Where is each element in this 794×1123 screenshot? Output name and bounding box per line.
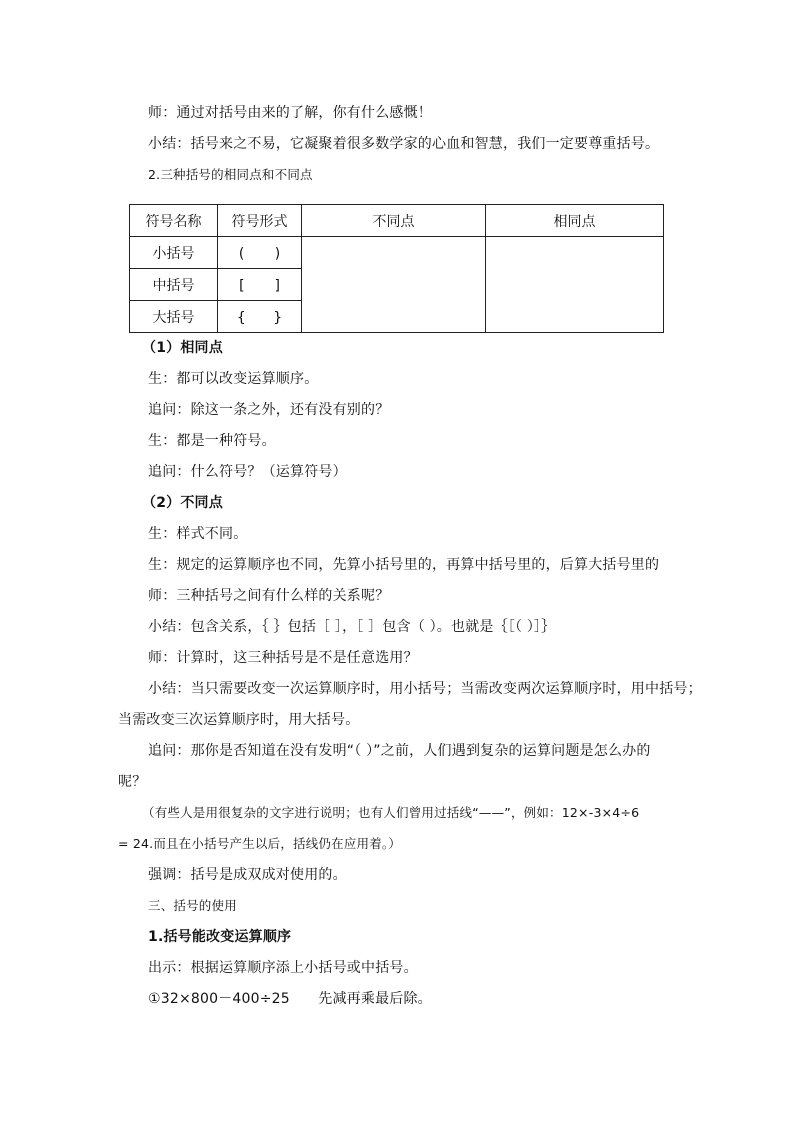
row-form: ( )	[218, 237, 302, 269]
paragraph-student-answer-4: 生：规定的运算顺序也不同，先算小括号里的，再算中括号里的，后算大括号里的	[148, 557, 660, 573]
table-header-row	[130, 205, 664, 237]
row-form: [ ]	[218, 269, 302, 301]
table-row	[130, 237, 664, 269]
header-symbol-form: 符号形式	[218, 205, 302, 237]
paragraph-summary-inclusion: 小结：包含关系，｛ ｝包括［ ］，［ ］包含（ ）。也就是｛［（ ）］｝	[148, 619, 556, 635]
similarities-cell	[486, 237, 664, 333]
paragraph-history-note-2: = 24.而且在小括号产生以后，括线仍在应用着。）	[118, 836, 402, 851]
paragraph-teacher-reflection: 师：通过对括号由来的了解，你有什么感慨！	[148, 105, 432, 121]
paragraph-student-answer-2: 生：都是一种符号。	[148, 433, 276, 449]
paragraph-teacher-question-choice: 师：计算时，这三种括号是不是任意选用？	[148, 650, 418, 666]
paragraph-summary-respect: 小结：括号来之不易，它凝聚着很多数学家的心血和智慧，我们一定要尊重括号。	[148, 136, 660, 152]
paragraph-history-note-1: （有些人是用很复杂的文字进行说明；也有人们曾用过括线“——”，例如：12×-3×4÷6	[142, 805, 640, 820]
section-heading-comparison: 2.三种括号的相同点和不同点	[148, 167, 313, 182]
differences-cell	[302, 237, 486, 333]
row-name: 小括号	[130, 237, 218, 269]
subheading-similarities: （1）相同点	[142, 340, 223, 356]
paragraph-followup-1: 追问：除这一条之外，还有没有别的？	[148, 402, 390, 418]
row-form: { }	[218, 301, 302, 333]
row-name: 大括号	[130, 301, 218, 333]
header-similarities: 相同点	[486, 205, 664, 237]
paragraph-followup-history-1: 追问：那你是否知道在没有发明“（ ）”之前，人们遇到复杂的运算问题是怎么办的	[148, 743, 651, 759]
subheading-change-order: 1.括号能改变运算顺序	[148, 929, 292, 945]
paragraph-emphasis: 强调：括号是成双成对使用的。	[148, 867, 347, 883]
paragraph-summary-usage-1: 小结：当只需要改变一次运算顺序时，用小括号；当需改变两次运算顺序时，用中括号；	[148, 681, 702, 697]
paragraph-teacher-question-relation: 师：三种括号之间有什么样的关系呢？	[148, 588, 390, 604]
paragraph-student-answer-3: 生：样式不同。	[148, 526, 248, 542]
paragraph-exercise-prompt: 出示：根据运算顺序添上小括号或中括号。	[148, 960, 418, 976]
paragraph-followup-history-2: 呢？	[118, 774, 147, 790]
bracket-comparison-table	[129, 204, 664, 333]
paragraph-student-answer-1: 生：都可以改变运算顺序。	[148, 371, 319, 387]
header-symbol-name: 符号名称	[130, 205, 218, 237]
paragraph-summary-usage-2: 当需改变三次运算顺序时，用大括号。	[118, 712, 360, 728]
header-differences: 不同点	[302, 205, 486, 237]
section-heading-usage: 三、括号的使用	[148, 898, 237, 913]
paragraph-exercise-1: ①32×800－400÷25 先减再乘最后除。	[148, 991, 432, 1007]
subheading-differences: （2）不同点	[142, 495, 223, 511]
row-name: 中括号	[130, 269, 218, 301]
paragraph-followup-2: 追问：什么符号？（运算符号）	[148, 464, 347, 480]
